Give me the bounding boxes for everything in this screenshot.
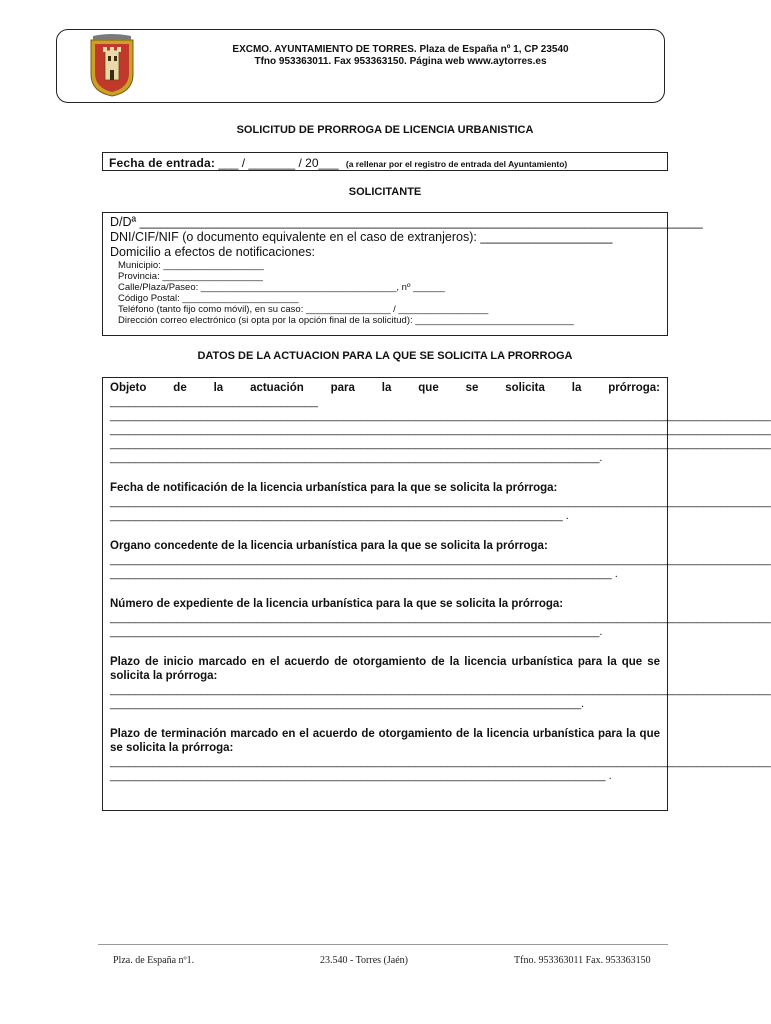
question-object: Objeto de la actuación para la que se solicita la prórroga: xyxy=(110,382,660,394)
answer-end-line[interactable]: ____________________________________________________________________________________________________________ xyxy=(110,756,771,768)
answer-end-line[interactable]: _________________________________________________________________________________ . xyxy=(110,770,612,782)
entry-date-box xyxy=(102,152,668,171)
answer-object-line[interactable]: ____________________________________________________________________________________________________________ xyxy=(110,410,771,422)
letterhead-text xyxy=(157,44,644,68)
footer-phone: Tfno. 953363011 Fax. 953363150 xyxy=(514,955,651,966)
province-field[interactable]: Provincia: ___________________ xyxy=(118,271,263,282)
footer-city: 23.540 - Torres (Jaén) xyxy=(320,955,408,966)
form-title: SOLICITUD DE PRORROGA DE LICENCIA URBANISTICA xyxy=(236,124,534,136)
answer-file-line[interactable]: ____________________________________________________________________________________________________________ xyxy=(110,612,771,624)
postal-code-field[interactable]: Código Postal: ______________________ xyxy=(118,293,299,304)
question-notification-date: Fecha de notificación de la licencia urbanística para la que se solicita la prórroga: xyxy=(110,482,558,494)
municipality-field[interactable]: Municipio: ___________________ xyxy=(118,260,264,271)
question-start-period: Plazo de inicio marcado en el acuerdo de otorgamiento de la licencia urbanística para la que se solicita la prórroga: xyxy=(110,656,660,682)
answer-notification-line[interactable]: __________________________________________________________________________ . xyxy=(110,510,569,522)
email-field[interactable]: Dirección correo electrónico (si opta por la opción final de la solicitud): ______________________________ xyxy=(118,315,574,326)
letterhead xyxy=(56,29,665,103)
coat-of-arms-icon xyxy=(85,34,139,98)
applicant-box xyxy=(102,212,703,336)
entry-date-note: (a rellenar por el registro de entrada del Ayuntamiento) xyxy=(345,159,568,169)
question-granting-body: Organo concedente de la licencia urbanística para la que se solicita la prórroga: xyxy=(110,540,548,552)
entry-date-field[interactable]: ___ / _______ / 20___ xyxy=(215,156,342,170)
letterhead-line-2: Tfno 953363011. Fax 953363150. Página web www.aytorres.es xyxy=(254,56,547,67)
answer-start-line[interactable]: _____________________________________________________________________________. xyxy=(110,698,585,710)
action-section-title: DATOS DE LA ACTUACION PARA LA QUE SE SOLICITA LA PRORROGA xyxy=(197,350,573,362)
question-end-period: Plazo de terminación marcado en el acuerdo de otorgamiento de la licencia urbanística para la que se solicita la prórroga: xyxy=(110,728,660,754)
footer-divider xyxy=(98,944,668,945)
action-details-box xyxy=(102,377,771,811)
applicant-id-field[interactable]: DNI/CIF/NIF (o documento equivalente en el caso de extranjeros): ___________________ xyxy=(110,230,613,244)
notification-address-label: Domicilio a efectos de notificaciones: xyxy=(110,245,315,259)
question-file-number: Número de expediente de la licencia urbanística para la que se solicita la prórroga: xyxy=(110,598,564,610)
answer-start-line[interactable]: ____________________________________________________________________________________________________________ xyxy=(110,684,771,696)
letterhead-line-1: EXCMO. AYUNTAMIENTO DE TORRES. Plaza de España nº 1, CP 23540 xyxy=(232,44,569,55)
street-field[interactable]: Calle/Plaza/Paseo: _____________________________________, nº ______ xyxy=(118,282,445,293)
answer-object-line[interactable]: __________________________________ xyxy=(110,396,319,408)
applicant-name-field[interactable]: D/Dª _________________________________________________________________________________ xyxy=(110,215,703,229)
answer-granting-line[interactable]: __________________________________________________________________________________ . xyxy=(110,568,618,580)
answer-granting-line[interactable]: ____________________________________________________________________________________________________________ xyxy=(110,554,771,566)
answer-object-line[interactable]: ________________________________________________________________________________. xyxy=(110,452,603,464)
answer-object-line[interactable]: ____________________________________________________________________________________________________________ xyxy=(110,424,771,436)
answer-object-line[interactable]: ____________________________________________________________________________________________________________ xyxy=(110,438,771,450)
answer-file-line[interactable]: ________________________________________________________________________________. xyxy=(110,626,603,638)
phone-field[interactable]: Teléfono (tanto fijo como móvil), en su caso: ________________ / _________________ xyxy=(118,304,489,315)
entry-date-label: Fecha de entrada: xyxy=(109,156,216,170)
footer-address: Plza. de España nº1. xyxy=(113,955,195,966)
answer-notification-line[interactable]: ____________________________________________________________________________________________________________ xyxy=(110,496,771,508)
applicant-section-title: SOLICITANTE xyxy=(348,186,422,198)
